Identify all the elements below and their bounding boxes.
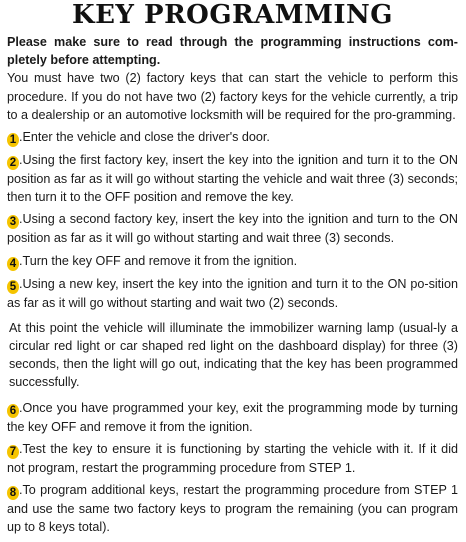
step-6 — [7, 399, 458, 436]
step-number-badge: 1 — [7, 133, 19, 147]
step-number-badge: 6 — [7, 404, 19, 418]
step-number-badge: 8 — [7, 486, 19, 500]
step-text: .Test the key to ensure it is functioning by starting the vehicle with it. If it did not program, restart the programming procedure from STEP 1. — [7, 441, 458, 475]
step-text: .Using a new key, insert the key into the ignition and turn it to the ON po-sition as far as it will go without starting and wait two (2) seconds. — [7, 276, 458, 310]
step-number-badge: 2 — [7, 156, 19, 170]
step-number-badge: 3 — [7, 215, 19, 229]
step-text: .Using a second factory key, insert the key into the ignition and turn to the ON position as far as it will go without starting and wait three (3) seconds. — [7, 212, 458, 246]
step-text: .Once you have programmed your key, exit the programming mode by turning the key OFF and remove it from the ignition. — [7, 400, 458, 434]
intro-text: You must have two (2) factory keys that can start the vehicle to perform this procedure. If you do not have two (2) factory keys for the vehicle currently, a trip to a dealership or an automotive locksmith will be required for the pro-gramming. — [7, 71, 458, 122]
step-text: .Using the first factory key, insert the key into the ignition and turn it to the ON position as far as it will go without starting the vehicle and wait three (3) seconds; then turn it to the OFF position and remove the key. — [7, 153, 458, 205]
step-number-badge: 7 — [7, 445, 19, 459]
step-1 — [7, 128, 458, 147]
step-7 — [7, 440, 458, 477]
step-5 — [7, 275, 458, 312]
step-2 — [7, 151, 458, 206]
step-number-badge: 4 — [7, 257, 19, 271]
step-text: .To program additional keys, restart the programming procedure from STEP 1 and use the same two factory keys to program the remaining (you can program up to 8 keys total). — [7, 483, 458, 535]
step-text: .Enter the vehicle and close the driver's door. — [19, 130, 270, 145]
page-title: KEY PROGRAMMING — [71, 0, 393, 30]
step-3 — [7, 210, 458, 247]
step-8 — [7, 481, 458, 536]
intro-warning: Please make sure to read through the programming instructions com-pletely before attempting. — [7, 35, 458, 68]
step-text: .Turn the key OFF and remove it from the ignition. — [19, 253, 298, 268]
step-4 — [7, 252, 458, 271]
step-number-badge: 5 — [7, 280, 19, 294]
note-paragraph: At this point the vehicle will illuminate the immobilizer warning lamp (usual-ly a circular red light or car shaped red light on the dashboard display) for three (3) seconds, then the light will go out, indicating that the key has been programmed successfully. — [9, 320, 458, 390]
